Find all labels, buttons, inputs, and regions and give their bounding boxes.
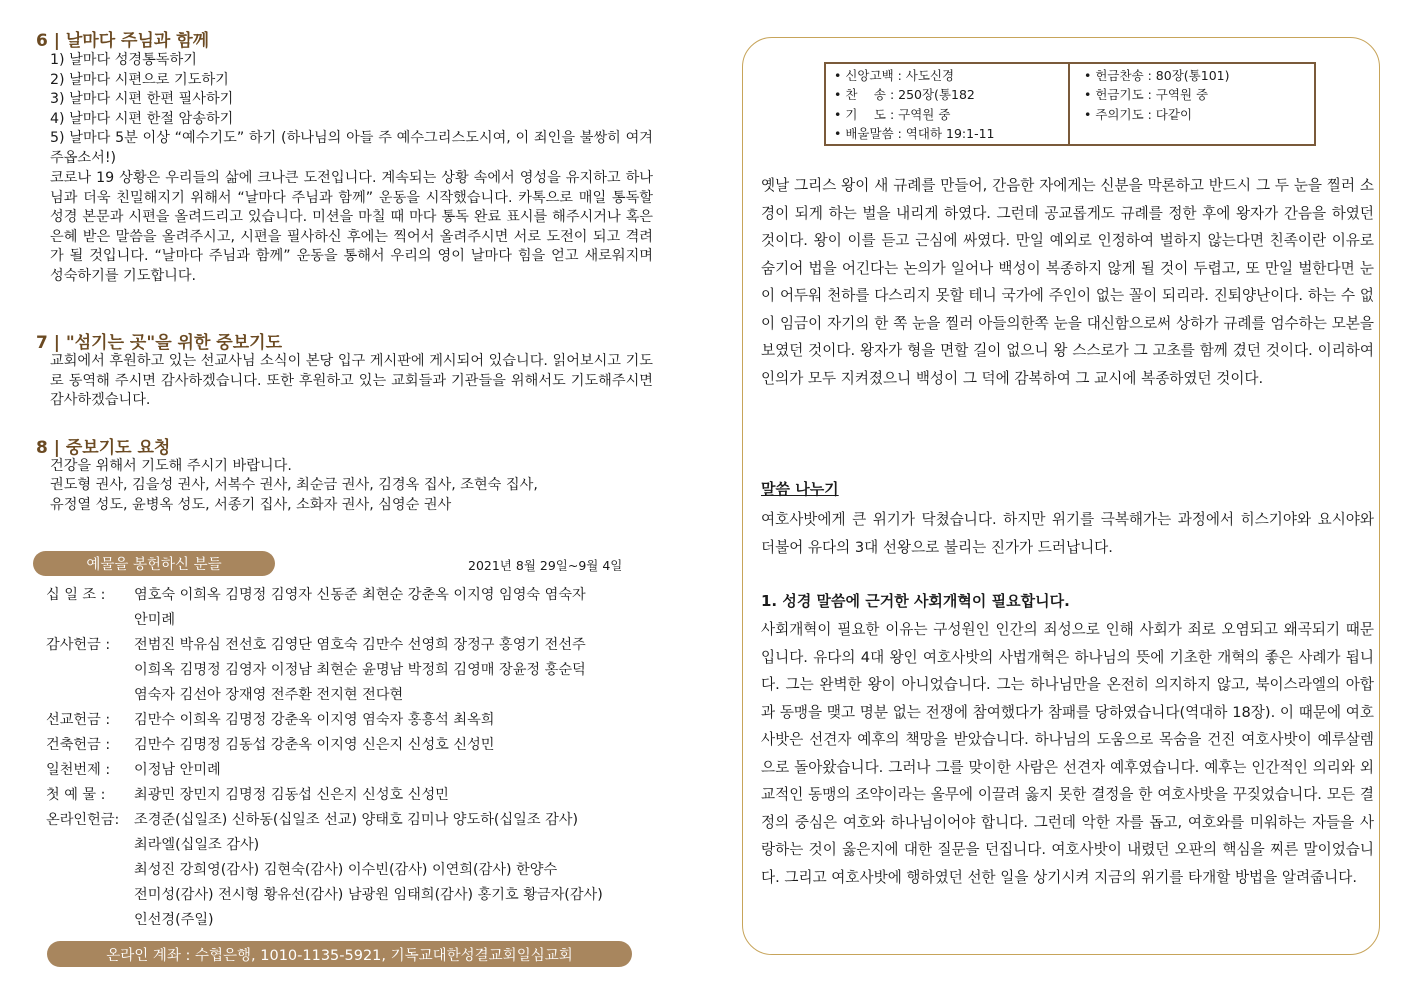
worship-order-right <box>1070 64 1314 144</box>
order-item: • 배울말씀 : 역대하 19:1-11 <box>834 126 995 142</box>
offering-label: 십 일 조 : <box>46 587 106 603</box>
name-line: 인선경(주일) <box>134 912 214 928</box>
name-line: 최라엘(십일조 감사) <box>134 837 260 853</box>
offering-row-thanks <box>46 633 586 703</box>
name-line: 김만수 이희옥 김명정 강춘옥 이지영 염숙자 홍흥석 최옥희 <box>134 712 495 728</box>
offering-row-building <box>46 733 495 758</box>
offering-label: 건축헌금 : <box>46 737 111 753</box>
share-body: 여호사밧에게 큰 위기가 닥쳤습니다. 하지만 위기를 극복해가는 과정에서 히스기야와 요시야와 더불어 유다의 3대 선왕으로 불리는 진가가 드러납니다. <box>761 511 1374 556</box>
offering-label: 첫 예 물 : <box>46 787 106 803</box>
order-item: • 헌금찬송 : 80장(통101) <box>1084 68 1230 83</box>
offering-date: 2021년 8월 29일~9월 4일 <box>468 558 623 573</box>
offering-label: 감사헌금 : <box>46 637 111 653</box>
name-line: 이희옥 김명정 김영자 이정남 최현순 윤명남 박정희 김영매 장윤정 홍순덕 <box>134 662 586 678</box>
offering-names <box>134 783 449 808</box>
offering-names <box>134 733 495 758</box>
offering-row-firstfruit <box>46 783 449 808</box>
name-line: 조경준(십일조) 신하동(십일조 선교) 양태호 김미나 양도하(십일조 감사) <box>134 812 579 828</box>
offering-names <box>134 583 586 633</box>
online-account: 온라인 계좌 : 수협은행, 1010-1135-5921, 기독교대한성결교회일심교회 <box>47 941 632 967</box>
section-8-title: 8 | 중보기도 요청 <box>36 438 171 458</box>
order-item: • 신앙고백 : 사도신경 <box>834 68 955 83</box>
name-line: 이정남 안미례 <box>134 762 221 778</box>
sec7-body: 교회에서 후원하고 있는 선교사님 소식이 본당 입구 게시판에 게시되어 있습니다. 읽어보시고 기도로 동역해 주시면 감사하겠습니다. 또한 후원하고 있는 교회들과 기관들을 위해서도 기도해주시면 감사하겠습니다. <box>50 353 653 409</box>
sec6-item-1: 1) 날마다 성경통독하기 <box>50 52 197 68</box>
worship-order-box <box>824 62 1316 146</box>
offering-row-online <box>46 808 603 928</box>
section-7-title: 7 | "섬기는 곳"을 위한 중보기도 <box>36 333 282 353</box>
point-1-title: 1. 성경 말씀에 근거한 사회개혁이 필요합니다. <box>761 592 1070 610</box>
name-line: 안미례 <box>134 612 176 628</box>
offering-header: 예물을 봉헌하신 분들 <box>33 551 275 576</box>
offering-label: 온라인헌금: <box>46 812 120 828</box>
order-item: • 찬 송 : 250장(통182 <box>834 87 975 103</box>
offering-row-tithe <box>46 583 586 628</box>
name-line: 전범진 박유심 전선호 김영단 염호숙 김만수 선영희 장정구 홍영기 전선주 <box>134 637 586 653</box>
name-line: 염호숙 이희옥 김명정 김영자 신동준 최현순 강춘옥 이지영 임영숙 염숙자 <box>134 587 586 603</box>
name-line: 김만수 김명정 김동섭 강춘옥 이지영 신은지 신성호 신성민 <box>134 737 495 753</box>
sec6-item-4: 4) 날마다 시편 한절 암송하기 <box>50 111 234 127</box>
sec6-item-5: 5) 날마다 5분 이상 “예수기도” 하기 (하나님의 아들 주 예수그리스도시여, 이 죄인을 불쌍히 여겨주옵소서!) <box>50 130 653 166</box>
offering-row-thousand <box>46 758 221 783</box>
sec6-item-3: 3) 날마다 시편 한편 필사하기 <box>50 91 234 107</box>
offering-label: 일천번제 : <box>46 762 111 778</box>
section-6-title: 6 | 날마다 주님과 함께 <box>36 31 210 51</box>
sec8-line-2: 권도형 권사, 김을성 권사, 서복수 권사, 최순금 권사, 김경옥 집사, 조현숙 집사, <box>50 477 538 493</box>
intro-story: 옛날 그리스 왕이 새 규례를 만들어, 간음한 자에게는 신분을 막론하고 반드시 그 두 눈을 찔러 소경이 되게 하는 벌을 내리게 하였다. 그런데 공교롭게도 규례를 정한 후에 왕자가 간음을 하였던 것이다. 왕이 이를 듣고 근심에 싸였다. 만일 예외로 인정하여 벌하지 않는다면 친족이란 이유로 숨기어 법을 어긴다는 논의가 일어나 백성이 복종하지 않게 될 것이 두렵고, 또 만일 벌한다면 눈이 어두워 천하를 다스리지 못할 테니 국가에 주인이 없는 꼴이 되리라. 진퇴양난이다. 하는 수 없이 임금이 자기의 한 쪽 눈을 찔러 아들의한쪽 눈을 대신함으로써 상하가 규례를 엄수하는 모본을 보였던 것이다. 왕자가 형을 면할 길이 없으니 왕 스스로가 그 고초를 함께 겼던 것이다. 이리하여 인의가 모두 지켜졌으니 백성이 그 덕에 감복하여 그 교시에 복종하였던 것이다. <box>761 177 1374 387</box>
name-line: 염숙자 김선아 장재영 전주환 전지현 전다현 <box>134 687 404 703</box>
order-item: • 주의기도 : 다같이 <box>1084 106 1193 122</box>
offering-row-mission <box>46 708 495 733</box>
offering-names <box>134 633 586 708</box>
offering-label: 선교헌금 : <box>46 712 111 728</box>
offering-names <box>134 758 221 783</box>
offering-names <box>134 708 495 733</box>
point-1-body: 사회개혁이 필요한 이유는 구성원인 인간의 죄성으로 인해 사회가 죄로 오염되고 왜곡되기 때문입니다. 유다의 4대 왕인 여호사밧의 사법개혁은 하나님의 뜻에 기초한 개혁의 좋은 사례가 됩니다. 그는 완벽한 왕이 아니었습니다. 그는 하나님만을 온전히 의지하지 않고, 북이스라엘의 아합과 동맹을 맺고 명분 없는 전쟁에 참여했다가 참패를 당하였습니다(역대하 18장). 이 때문에 여호사밧은 선견자 예후의 책망을 받았습니다. 하나님의 도움으로 목숨을 건진 여호사밧이 예루살렘으로 돌아왔습니다. 그러나 그를 맞이한 사람은 선견자 예후였습니다. 예후는 인간적인 의리와 외교적인 동맹의 조약이라는 올무에 이끌려 옳지 못한 결정을 한 여호사밧을 꾸짖었습니다. 모든 결정의 중심은 여호와 하나님이어야 합니다. 그런데 악한 자를 돕고, 여호와를 미워하는 자들을 사랑하는 것이 옳은지에 대한 질문을 던집니다. 여호사밧이 내렸던 오판의 핵심을 찌른 말이었습니다. 그리고 여호사밧에 행하였던 선한 일을 상기시켜 지금의 위기를 타개할 방법을 알려줍니다. <box>761 621 1374 886</box>
sec8-line-1: 건강을 위해서 기도해 주시기 바랍니다. <box>50 458 292 474</box>
sec6-body: 코로나 19 상황은 우리들의 삶에 크나큰 도전입니다. 계속되는 상황 속에서 영성을 유지하고 하나님과 더욱 친밀해지기 위해서 “날마다 주님과 함께” 운동을 시작했습니다. 카톡으로 매일 통독할 성경 본문과 시편을 올려드리고 있습니다. 미션을 마칠 때 마다 통독 완료 표시를 해주시거나 혹은 은혜 받은 말씀을 올려주시고, 시편을 필사하신 후에는 찍어서 올려주시면 서로 도전이 되고 격려가 될 것입니다. “날마다 주님과 함께” 운동을 통해서 우리의 영이 날마다 힘을 얻고 새로워지며 성숙하기를 기도합니다. <box>50 170 653 284</box>
offering-names <box>134 808 603 933</box>
order-item: • 기 도 : 구역원 중 <box>834 106 951 122</box>
name-line: 전미성(감사) 전시형 황유선(감사) 남광원 임태희(감사) 홍기호 황금자(감사) <box>134 887 603 903</box>
sec6-item-2: 2) 날마다 시편으로 기도하기 <box>50 72 229 88</box>
order-item: • 헌금기도 : 구역원 중 <box>1084 87 1209 103</box>
name-line: 최성진 강희영(감사) 김현숙(감사) 이수빈(감사) 이연희(감사) 한양수 <box>134 862 558 878</box>
worship-order-left <box>826 64 1070 144</box>
name-line: 최광민 장민지 김명정 김동섭 신은지 신성호 신성민 <box>134 787 449 803</box>
share-title: 말씀 나누기 <box>761 480 839 498</box>
sec8-line-3: 유정열 성도, 윤병옥 성도, 서종기 집사, 소화자 권사, 심영순 권사 <box>50 497 452 513</box>
